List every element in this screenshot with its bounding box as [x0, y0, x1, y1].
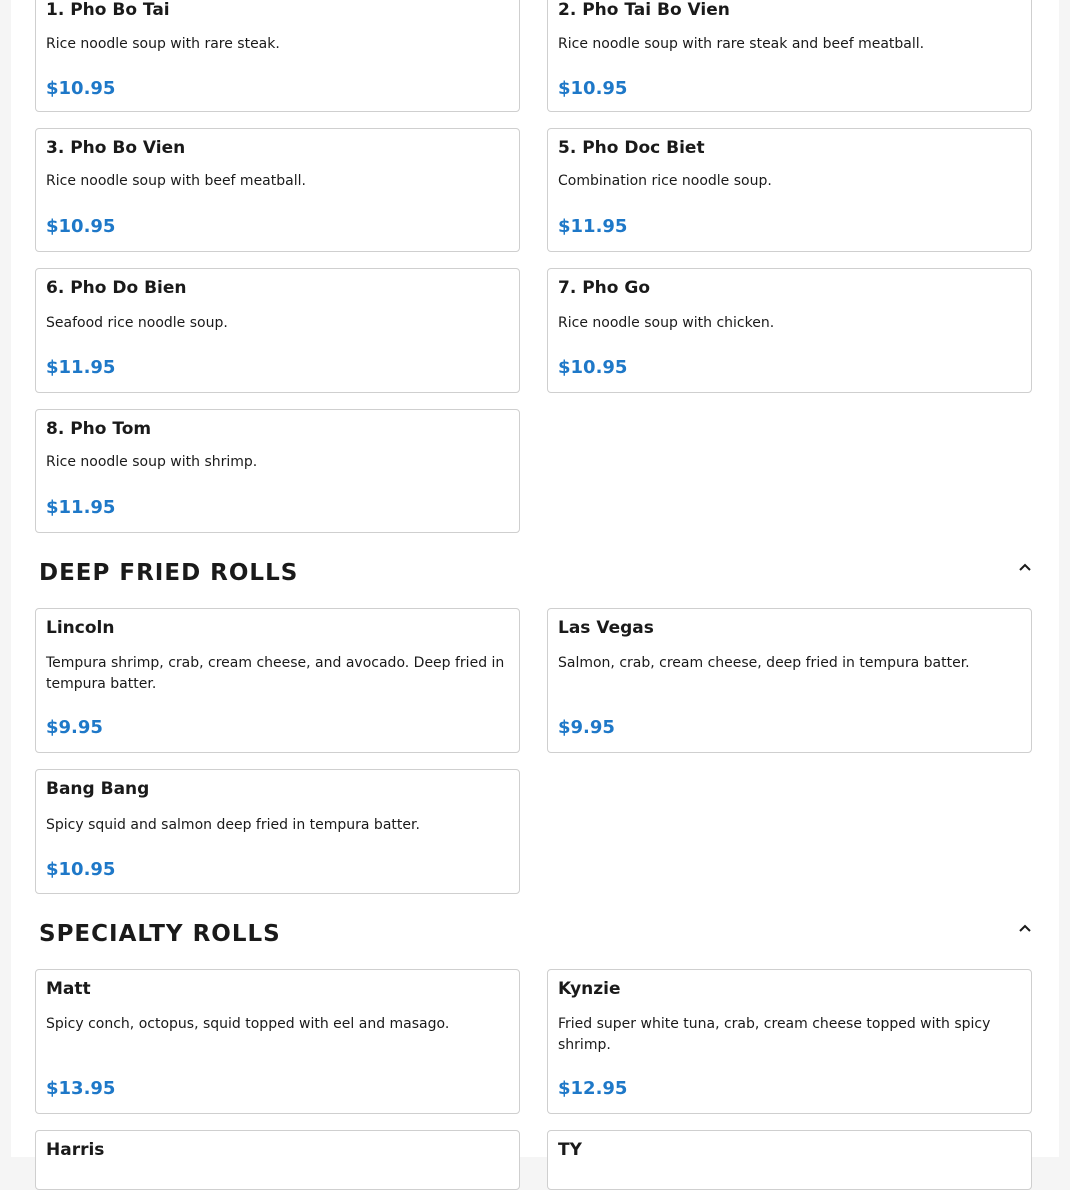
menu-item-card[interactable] [35, 0, 520, 112]
menu-item-card[interactable] [35, 268, 520, 393]
menu-item-card[interactable] [547, 128, 1032, 252]
menu-item-price: $11.95 [46, 357, 116, 378]
menu-item-name: 2. Pho Tai Bo Vien [558, 0, 730, 20]
menu-item-price: $10.95 [46, 78, 116, 99]
menu-item-name: Harris [46, 1140, 105, 1160]
menu-item-card[interactable] [547, 1130, 1032, 1190]
menu-item-name: 3. Pho Bo Vien [46, 138, 186, 158]
menu-item-description: Seafood rice noodle soup. [46, 315, 228, 331]
menu-item-name: 1. Pho Bo Tai [46, 0, 170, 20]
menu-item-name: Matt [46, 979, 91, 999]
menu-item-card[interactable] [35, 608, 520, 753]
menu-item-description: Tempura shrimp, crab, cream cheese, and avocado. Deep fried in tempura batter. [46, 655, 505, 692]
menu-item-name: Lincoln [46, 618, 115, 638]
menu-item-card[interactable] [547, 268, 1032, 393]
menu-item-price: $10.95 [46, 859, 116, 880]
menu-page [11, 0, 1059, 1160]
menu-item-name: Bang Bang [46, 779, 150, 799]
chevron-up-icon[interactable] [1017, 559, 1033, 575]
menu-item-card[interactable] [35, 769, 520, 894]
section-title: SPECIALTY ROLLS [39, 921, 281, 947]
menu-item-description: Rice noodle soup with chicken. [558, 315, 775, 331]
section-title: DEEP FRIED ROLLS [39, 560, 299, 586]
menu-item-name: 5. Pho Doc Biet [558, 138, 705, 158]
chevron-up-icon[interactable] [1017, 920, 1033, 936]
menu-item-price: $11.95 [558, 216, 628, 237]
menu-item-name: 8. Pho Tom [46, 419, 152, 439]
menu-item-description: Rice noodle soup with shrimp. [46, 454, 258, 470]
menu-item-price: $9.95 [46, 717, 103, 738]
menu-item-description: Salmon, crab, cream cheese, deep fried in tempura batter. [558, 655, 970, 671]
menu-item-description: Rice noodle soup with rare steak. [46, 36, 280, 52]
menu-item-description: Spicy conch, octopus, squid topped with eel and masago. [46, 1016, 450, 1032]
menu-item-card[interactable] [547, 969, 1032, 1114]
menu-item-name: 6. Pho Do Bien [46, 278, 187, 298]
menu-item-price: $13.95 [46, 1078, 116, 1099]
menu-item-name: TY [558, 1140, 582, 1160]
menu-item-card[interactable] [35, 128, 520, 252]
menu-item-price: $10.95 [558, 357, 628, 378]
menu-item-name: Las Vegas [558, 618, 654, 638]
menu-item-name: Kynzie [558, 979, 621, 999]
menu-item-price: $10.95 [558, 78, 628, 99]
menu-item-price: $12.95 [558, 1078, 628, 1099]
menu-item-description: Rice noodle soup with beef meatball. [46, 173, 306, 189]
menu-item-card[interactable] [35, 1130, 520, 1190]
menu-item-card[interactable] [35, 969, 520, 1114]
menu-item-description: Rice noodle soup with rare steak and beef meatball. [558, 36, 925, 52]
menu-item-card[interactable] [547, 608, 1032, 753]
menu-item-description: Spicy squid and salmon deep fried in tempura batter. [46, 817, 420, 833]
menu-item-price: $9.95 [558, 717, 615, 738]
menu-item-price: $11.95 [46, 497, 116, 518]
menu-item-card[interactable] [547, 0, 1032, 112]
menu-item-price: $10.95 [46, 216, 116, 237]
menu-item-description: Combination rice noodle soup. [558, 173, 772, 189]
menu-item-card[interactable] [35, 409, 520, 533]
menu-item-description: Fried super white tuna, crab, cream cheese topped with spicy shrimp. [558, 1016, 991, 1053]
menu-item-name: 7. Pho Go [558, 278, 650, 298]
